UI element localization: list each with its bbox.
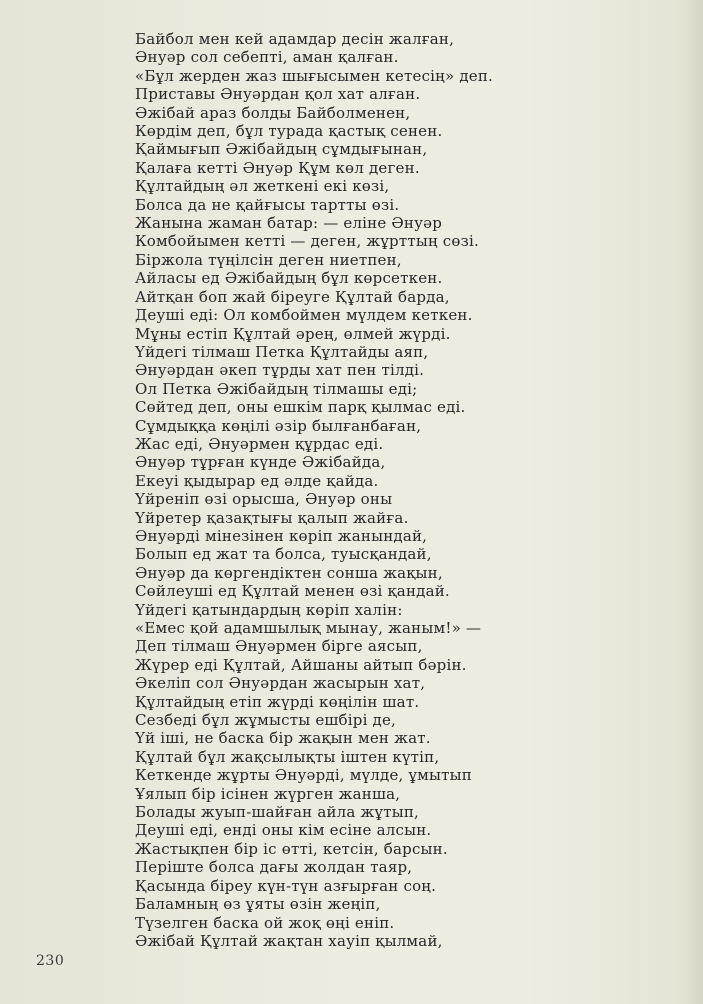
poem-line: Сөйтед деп, оны ешкім парқ қылмас еді. bbox=[135, 398, 466, 417]
poem-line: Үй іші, не баска бір жақын мен жат. bbox=[135, 729, 431, 748]
poem-line: Жастықпен бір іс өтті, кетсін, барсын. bbox=[135, 839, 448, 858]
page-number: 230 bbox=[36, 953, 65, 969]
poem-line: Болып ед жат та болса, туысқандай, bbox=[135, 545, 432, 564]
poem-line: Қасында біреу күн-түн азғырған соң. bbox=[135, 876, 437, 895]
poem-line: Болады жуып-шайған айла жұтып, bbox=[135, 803, 419, 822]
poem-line: Приставы Әнуәрдан қол хат алған. bbox=[135, 85, 421, 104]
poem-line: Үйдегі қатындардың көріп халін: bbox=[135, 600, 403, 619]
poem-line: Айтқан боп жай біреуге Құлтай барда, bbox=[135, 287, 450, 306]
poem-line: Әнуәрдан әкеп тұрды хат пен тілді. bbox=[135, 361, 425, 380]
poem-line: Әнуәр тұрған күнде Әжібайда, bbox=[135, 453, 386, 472]
poem-line: Үйреніп өзі орысша, Әнуәр оны bbox=[135, 490, 393, 509]
poem-line: Мұны естіп Құлтай әрең, өлмей жүрді. bbox=[135, 324, 451, 343]
poem-line: Әнуәр да көргендіктен сонша жақын, bbox=[135, 563, 443, 582]
poem-line: Екеуі қыдырар ед әлде қайда. bbox=[135, 471, 379, 490]
poem-line: Қалаға кетті Әнуәр Құм көл деген. bbox=[135, 158, 420, 177]
poem-line: Әнуәр сол себепті, аман қалған. bbox=[135, 48, 399, 67]
poem-line: Кеткенде жұрты Әнуәрді, мүлде, ұмытып bbox=[135, 766, 472, 785]
poem-line: Көрдім деп, бұл турада қастық сенен. bbox=[135, 122, 443, 141]
poem-line: Байбол мен кей адамдар десін жалған, bbox=[135, 30, 455, 48]
poem-line: Түзелген баска ой жоқ өңі еніп. bbox=[135, 913, 395, 932]
poem-line: Жанына жаман батар: — еліне Әнуәр bbox=[135, 214, 443, 233]
poem-line: Баламның өз ұяты өзін жеңіп, bbox=[135, 895, 381, 914]
poem-line: Айласы ед Әжібайдың бұл көрсеткен. bbox=[135, 269, 443, 288]
poem-line: Құлтай бұл жақсылықты іштен күтіп, bbox=[135, 747, 440, 766]
poem-line: Біржола түңілсін деген ниетпен, bbox=[135, 250, 402, 269]
poem-line: Үйдегі тілмаш Петка Құлтайды аяп, bbox=[135, 342, 429, 361]
poem-line: Құлтайдың әл жеткені екі көзі, bbox=[135, 177, 390, 196]
poem-text-block bbox=[135, 30, 555, 950]
poem-line: Қаймығып Әжібайдың сұмдығынан, bbox=[135, 140, 428, 159]
poem-line: Деуші еді: Ол комбоймен мүлдем кеткен. bbox=[135, 306, 473, 325]
poem-line: «Бұл жерден жаз шығысымен кетесің» деп. bbox=[135, 66, 494, 85]
poem-line: Ол Петка Әжібайдың тілмашы еді; bbox=[135, 379, 418, 398]
poem-line: Құлтайдың етіп жүрді көңілін шат. bbox=[135, 692, 420, 711]
poem-line: Сұмдыққа көңілі әзір былғанбаған, bbox=[135, 416, 422, 435]
poem-line: «Емес қой адамшылық мынау, жаным!» — bbox=[135, 619, 482, 637]
poem-line: Деуші еді, енді оны кім есіне алсын. bbox=[135, 821, 432, 840]
poem-line: Болса да не қайғысы тартты өзі. bbox=[135, 195, 400, 214]
poem-line: Әнуәрді мінезінен көріп жанындай, bbox=[135, 526, 428, 545]
poem-line: Комбойымен кетті — деген, жұрттың сөзі. bbox=[135, 232, 479, 251]
page-edge-shadow bbox=[681, 0, 703, 1004]
poem-line: Әжібай араз болды Байболменен, bbox=[135, 103, 411, 122]
poem-line: Жүрер еді Құлтай, Айшаны айтып бәрін. bbox=[135, 655, 467, 674]
poem-line: Ұялып бір ісінен жүрген жанша, bbox=[135, 784, 401, 803]
poem-line: Сезбеді бұл жұмысты ешбірі де, bbox=[135, 711, 397, 730]
poem-line: Жас еді, Әнуәрмен құрдас еді. bbox=[135, 434, 384, 453]
poem-line: Сөйлеуші ед Құлтай менен өзі қандай. bbox=[135, 582, 450, 601]
poem-line: Періште болса дағы жолдан таяр, bbox=[135, 858, 413, 877]
poem-line: Әкеліп сол Әнуәрдан жасырын хат, bbox=[135, 674, 426, 693]
poem-line: Әжібай Құлтай жақтан хауіп қылмай, bbox=[135, 931, 443, 950]
poem-line: Деп тілмаш Әнуәрмен бірге аясып, bbox=[135, 637, 423, 656]
poem-line: Үйретер қазақтығы қалып жайға. bbox=[135, 508, 409, 527]
